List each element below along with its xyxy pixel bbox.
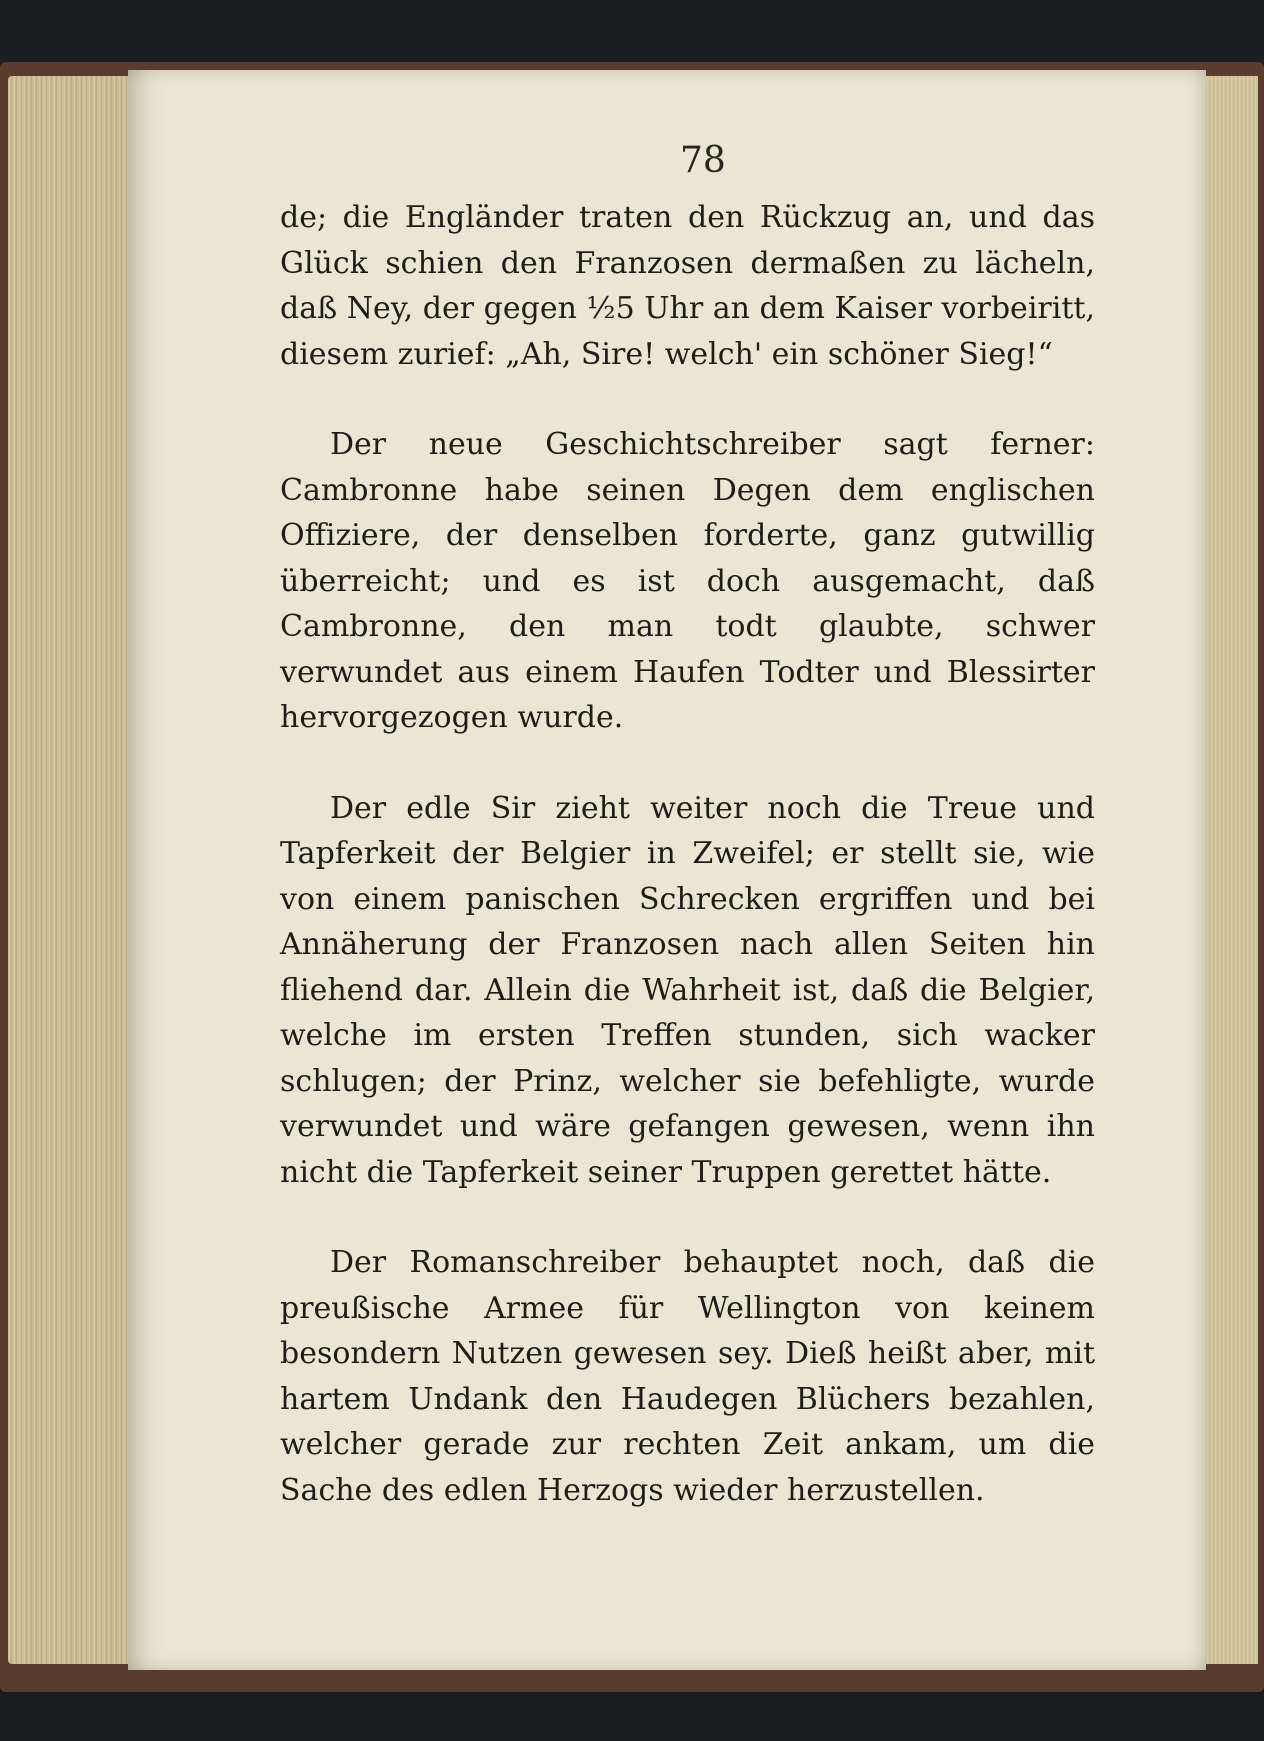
paragraph-4: Der Romanschreiber behauptet noch, daß die preußische Armee für Wellington von keinem besondern Nutzen gewesen sey. Dieß heißt aber, mit hartem Undank den Haudegen Blüchers bezahlen, welcher gerade zur rechten Zeit ankam, um die Sache des edlen Herzogs wieder herzustellen. (280, 1245, 1095, 1508)
paragraph-3: Der edle Sir zieht weiter noch die Treue und Tapferkeit der Belgier in Zweifel; er stellt sie, wie von einem panischen Schrecken ergriffen und bei Annäherung der Franzosen nach allen Seiten hin fliehend dar. Allein die Wahrheit ist, daß die Belgier, welche im ersten Treffen stunden, sich wacker schlugen; der Prinz, welcher sie befehligte, wurde verwundet und wäre gefangen gewesen, wenn ihn nicht die Tapferkeit seiner Truppen gerettet hätte. (280, 790, 1095, 1190)
page-number: 78 (680, 140, 726, 181)
paragraph-1: de; die Engländer traten den Rückzug an, und das Glück schien den Franzosen dermaßen zu lächeln, daß Ney, der gegen ½5 Uhr an dem Kaiser vorbeiritt, diesem zurief: „Ah, Sire! welch' ein schöner Sieg!“ (280, 200, 1095, 372)
paragraph-2: Der neue Geschichtschreiber sagt ferner: Cambronne habe seinen Degen dem englischen Offiziere, der denselben forderte, ganz gutwillig überreicht; und es ist doch ausgemacht, daß Cambronne, den man todt glaubte, schwer verwundet aus einem Haufen Todter und Blessirter hervorgezogen wurde. (280, 427, 1095, 735)
page-edges-left (8, 76, 128, 1664)
page-text (280, 195, 1095, 1513)
page-edges-right (1204, 76, 1258, 1664)
